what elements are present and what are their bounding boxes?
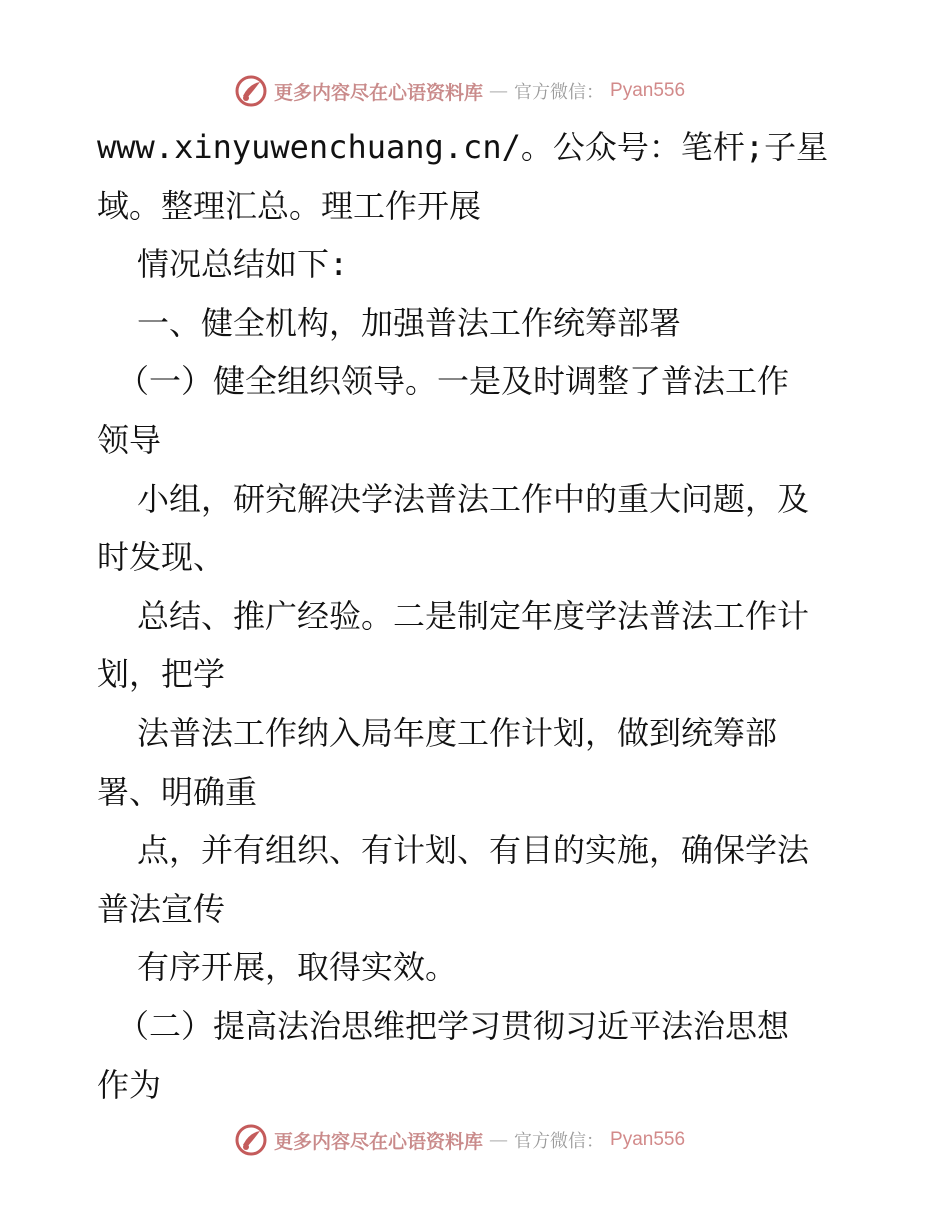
watermark-wechat-label: 官方微信： [514,1131,605,1152]
body-line: 总结、推广经验。二是制定年度学法普法工作计 [137,596,810,635]
brush-seal-logo-icon [234,74,268,108]
watermark-separator: — [489,1129,509,1151]
watermark-site-text: 更多内容尽在心语资料库 [274,1130,484,1153]
header-watermark [234,73,685,109]
footer-watermark [234,1122,685,1158]
body-line: 法普法工作纳入局年度工作计划，做到统筹部 [137,713,778,752]
body-line: （二）提高法治思维把学习贯彻习近平法治思想 [117,1006,790,1045]
body-line: 领导 [97,420,162,459]
document-body [97,118,877,1114]
body-line: 有序开展，取得实效。 [137,948,458,987]
watermark-wechat-id: Pyan556 [610,80,686,101]
body-line: 普法宣传 [97,889,226,928]
body-line: 点，并有组织、有计划、有目的实施，确保学法 [137,831,810,870]
body-line: 时发现、 [97,538,226,577]
body-line: 小组，研究解决学法普法工作中的重大问题，及 [137,479,810,518]
body-line: 作为 [97,1065,162,1104]
brush-seal-logo-icon [234,1123,268,1157]
watermark-wechat-id: Pyan556 [610,1129,686,1150]
section-heading: 一、健全机构，加强普法工作统筹部署 [137,303,682,342]
watermark-wechat-label: 官方微信： [514,82,605,103]
watermark-separator: — [489,80,509,102]
body-line: 情况总结如下: [137,245,349,284]
watermark-site-text: 更多内容尽在心语资料库 [274,81,484,104]
body-line: （一）健全组织领导。一是及时调整了普法工作 [117,362,790,401]
body-line: 域。整理汇总。理工作开展 [97,186,482,225]
body-line: 署、明确重 [97,772,258,811]
body-line: 划，把学 [97,655,226,694]
body-line: www.xinyuwenchuang.cn/。公众号：笔杆;子星 [97,128,829,166]
